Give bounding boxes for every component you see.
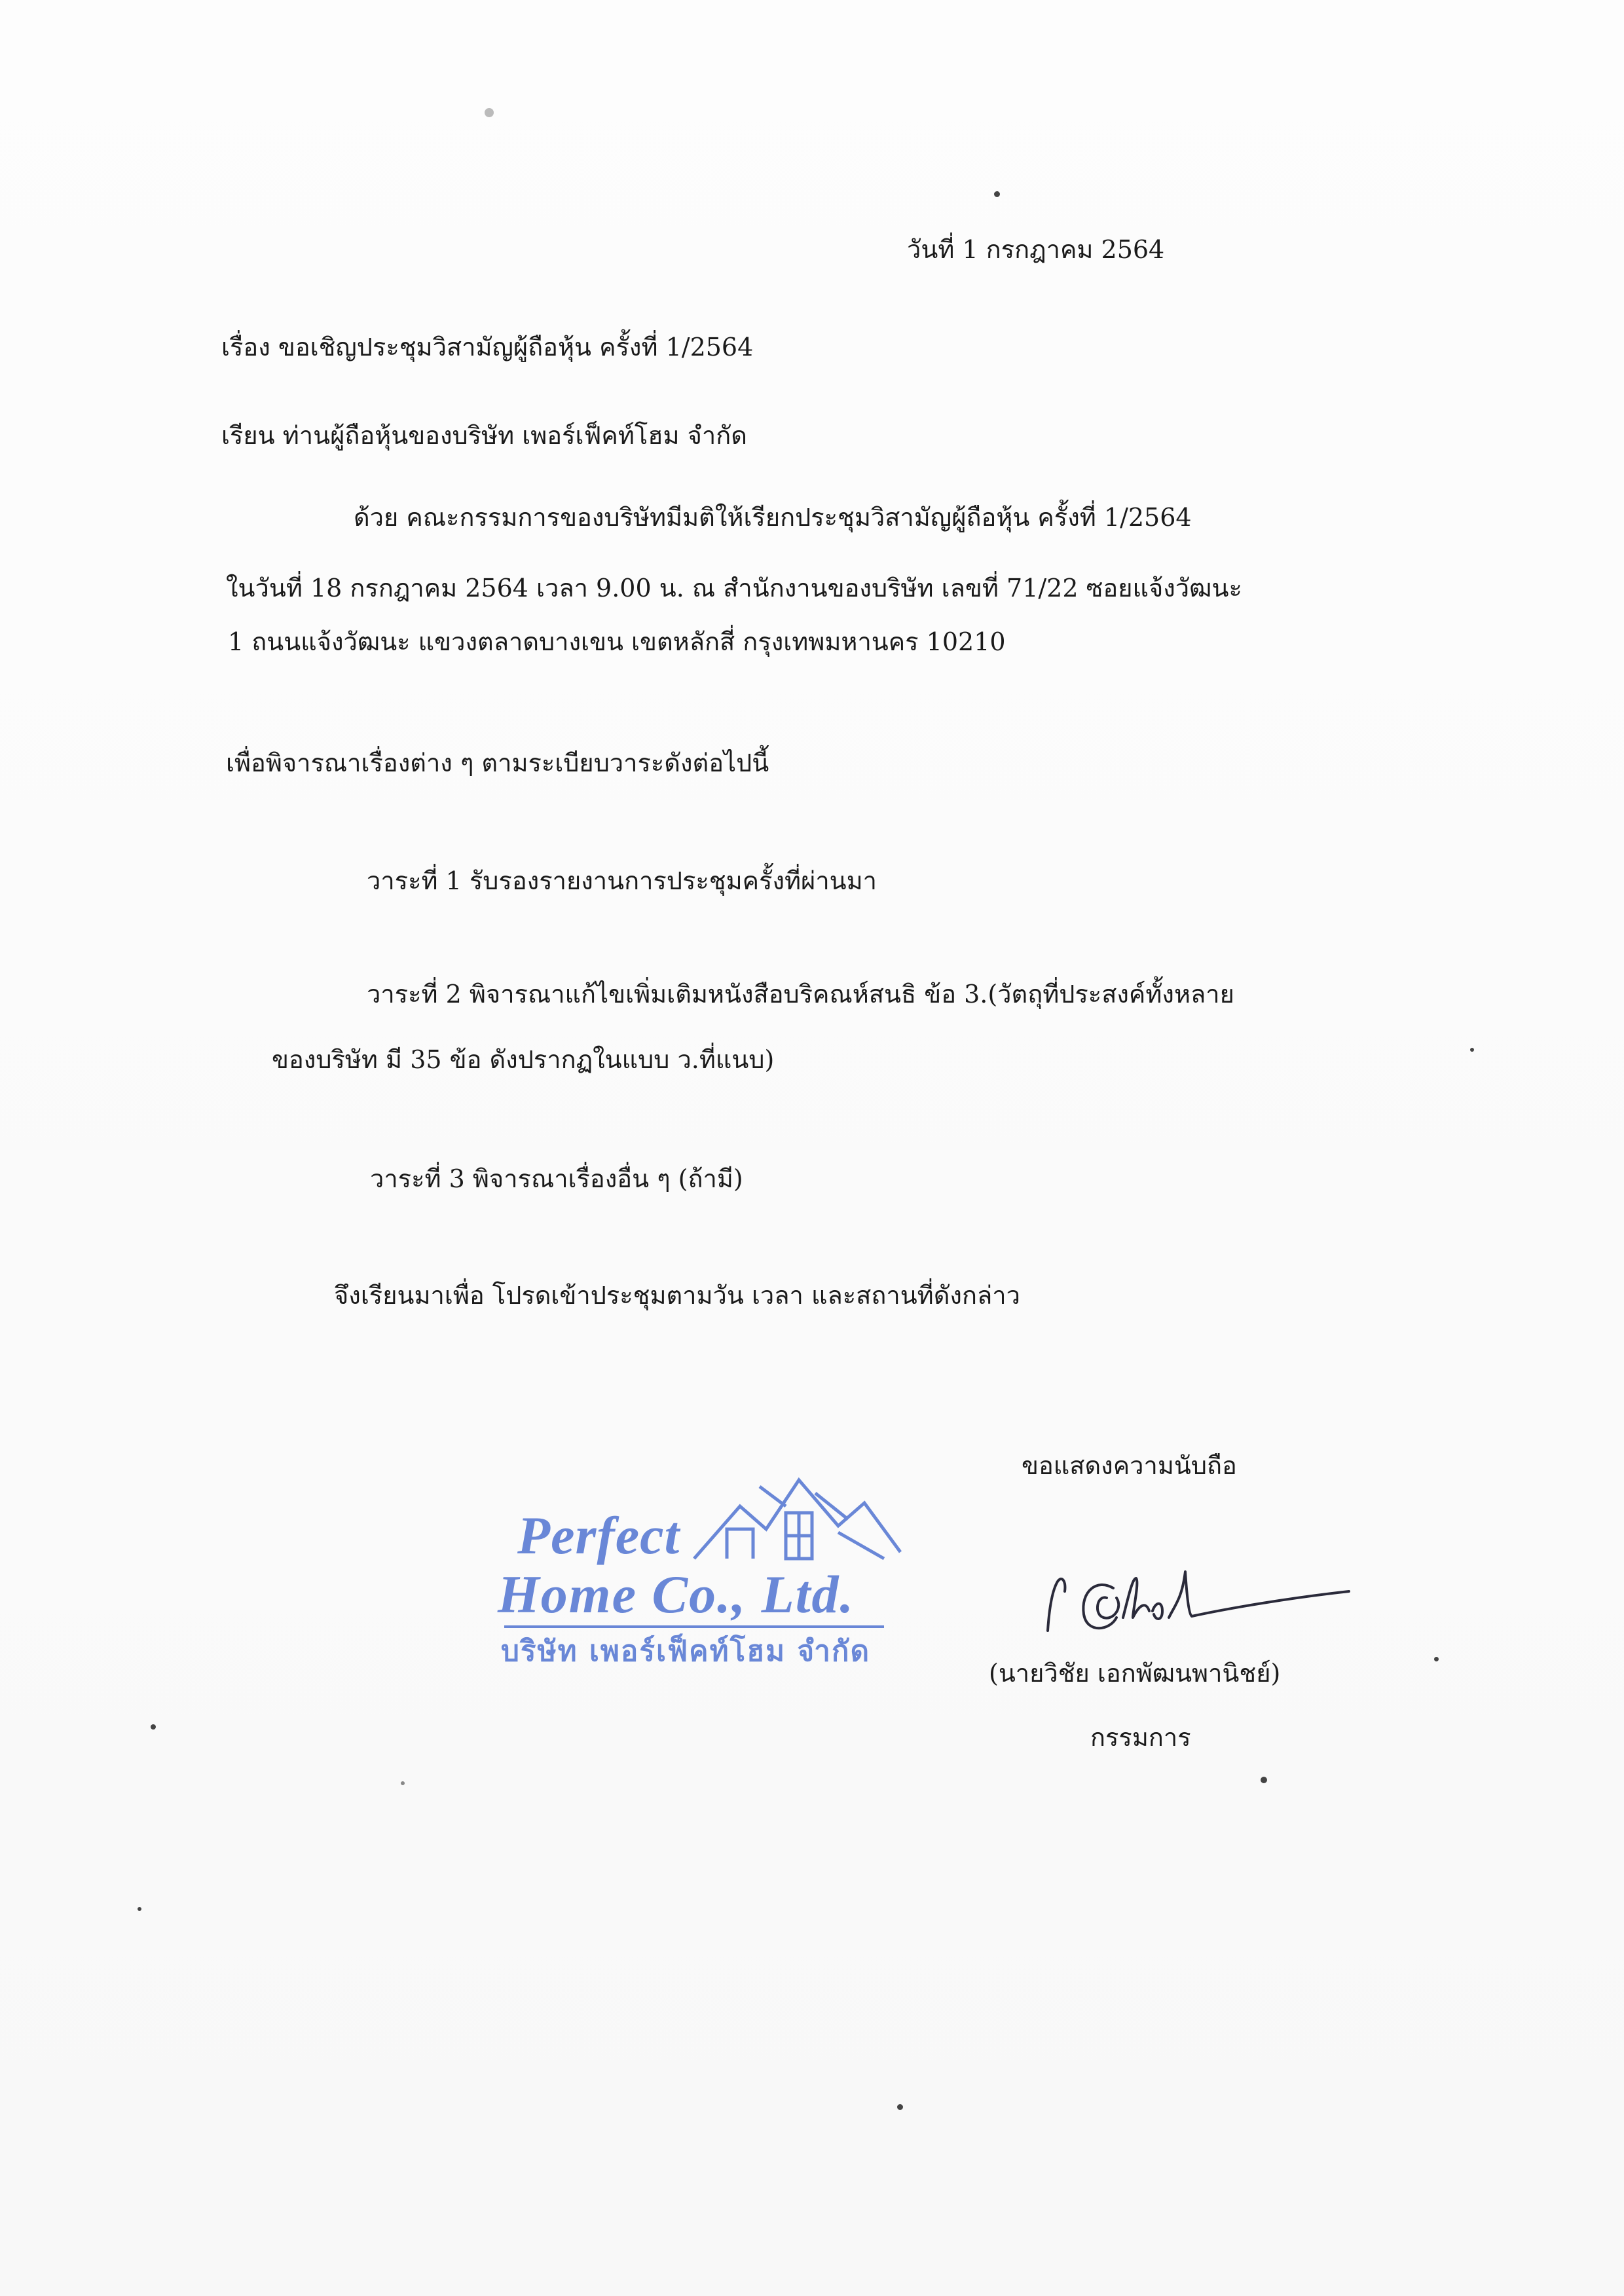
agenda-item-2-continued: ของบริษัท มี 35 ข้อ ดังปรากฏในแบบ ว.ที่แนบ) (272, 1045, 775, 1074)
scan-speck (151, 1724, 156, 1730)
stamp-line-1: Perfect (517, 1506, 680, 1565)
handwritten-signature (1035, 1552, 1362, 1650)
scan-speck (897, 2104, 903, 2110)
body-line-3: 1 ถนนแจ้งวัฒนะ แขวงตลาดบางเขน เขตหลักสี่ กรุงเทพมหานคร 10210 (228, 627, 1006, 656)
regards-line: ขอแสดงความนับถือ (1022, 1451, 1237, 1480)
agenda-item-2: วาระที่ 2 พิจารณาแก้ไขเพิ่มเติมหนังสือบริคณห์สนธิ ข้อ 3.(วัตถุที่ประสงค์ทั้งหลาย (367, 980, 1234, 1009)
body-line-1: ด้วย คณะกรรมการของบริษัทมีมติให้เรียกประชุมวิสามัญผู้ถือหุ้น ครั้งที่ 1/2564 (354, 503, 1192, 532)
stamp-divider (504, 1625, 884, 1628)
stamp-line-3: บริษัท เพอร์เฟ็คท์โฮม จำกัด (501, 1635, 871, 1668)
date-line: วันที่ 1 กรกฎาคม 2564 (907, 235, 1165, 264)
scan-speck (994, 191, 1000, 197)
signer-title: กรรมการ (1090, 1723, 1191, 1752)
stamp-line-2: Home Co., Ltd. (498, 1565, 855, 1624)
body-line-2: ในวันที่ 18 กรกฎาคม 2564 เวลา 9.00 น. ณ สำนักงานของบริษัท เลขที่ 71/22 ซอยแจ้งวัฒนะ (226, 574, 1242, 602)
scan-speck (1470, 1048, 1474, 1052)
scan-speck (401, 1781, 405, 1785)
subject-line: เรื่อง ขอเชิญประชุมวิสามัญผู้ถือหุ้น ครั้งที่ 1/2564 (221, 333, 754, 361)
scan-speck (138, 1907, 141, 1911)
agenda-item-1: วาระที่ 1 รับรองรายงานการประชุมครั้งที่ผ่านมา (367, 866, 877, 895)
agenda-intro: เพื่อพิจารณาเรื่องต่าง ๆ ตามระเบียบวาระดังต่อไปนี้ (226, 749, 769, 777)
closing-line: จึงเรียนมาเพื่อ โปรดเข้าประชุมตามวัน เวลา และสถานที่ดังกล่าว (334, 1281, 1020, 1310)
house-logo-icon (688, 1467, 904, 1565)
scan-speck (1261, 1777, 1267, 1783)
scan-speck (485, 108, 494, 117)
salutation-line: เรียน ท่านผู้ถือหุ้นของบริษัท เพอร์เฟ็คท์โฮม จำกัด (221, 421, 747, 450)
signer-name: (นายวิชัย เอกพัฒนพานิชย์) (989, 1659, 1281, 1688)
company-stamp (491, 1467, 897, 1696)
agenda-item-3: วาระที่ 3 พิจารณาเรื่องอื่น ๆ (ถ้ามี) (370, 1164, 743, 1193)
scan-speck (1434, 1657, 1439, 1661)
